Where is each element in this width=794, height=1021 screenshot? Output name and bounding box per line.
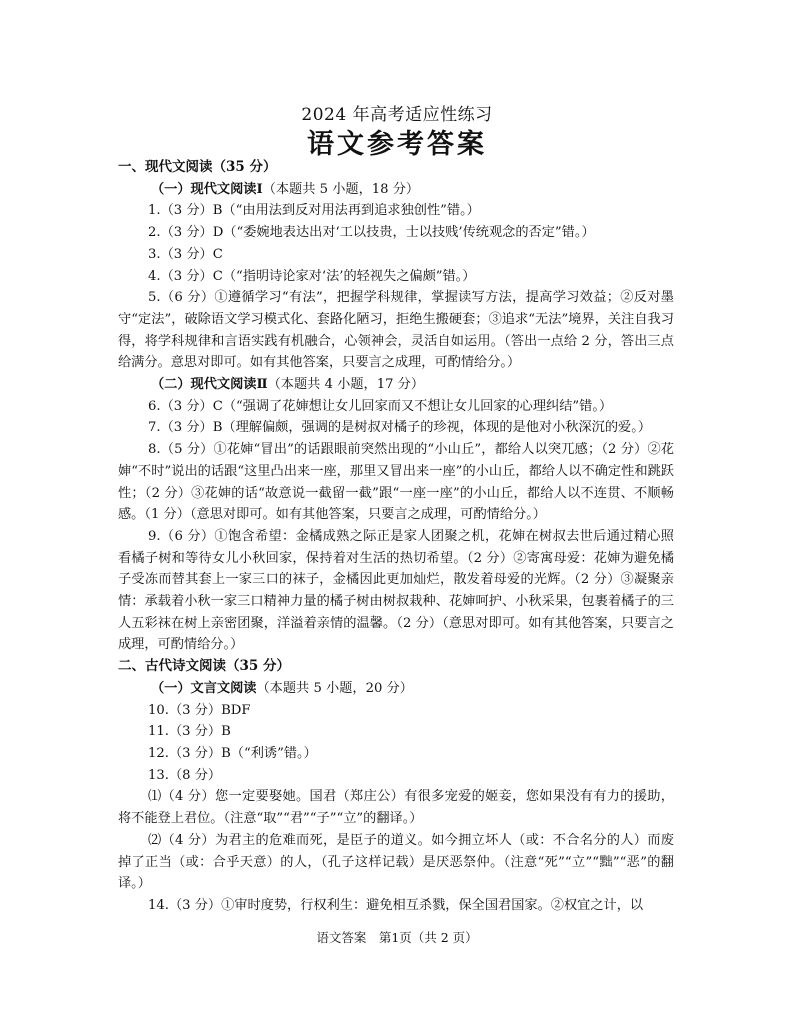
exam-subtitle: 2024 年高考适应性练习 [301,105,493,125]
answer-item-6: 6.（3 分）C（“强调了花婶想让女儿回家而又不想让女儿回家的心理纠结”错。） [148,398,613,414]
section-heading-modern-reading: 一、现代文阅读（35 分） [118,159,277,175]
answer-item-13-2: ⑵（4 分）为君主的危难而死，是臣子的道义。如今拥立坏人（或：不合名分的人）而废掉了正当（或：合乎天意）的人，（孔子这样记载）是厌恶祭仲。（注意“死”“立”“黜”“恶”的翻译。） [118,832,674,892]
answer-item-5: 5.（6 分）①遵循学习“有法”，把握学科规律，掌握读写方法，提高学习效益；②反对墨守“定法”，破除语文学习模式化、套路化陋习，拒绝生搬硬套；③追求“无法”境界，关注自我习得，将学科规律和言语实践有机融合，心领神会，灵活自如运用。（答出一点给 2 分，答出三点给满分。意思对即可。如有其他答案，只要言之成理，可酌情给分。） [118,290,674,371]
subsection-note: （本题共 4 小题，17 分） [267,377,425,393]
subsection-title: （一）现代文阅读Ⅰ [151,181,263,197]
answer-item-10: 10.（3 分）BDF [148,702,251,718]
subsection-heading-modern-reading-2 [118,374,674,396]
subsection-note: （本题共 5 小题，20 分） [256,680,413,696]
subsection-heading-modern-reading-1 [118,179,674,201]
answer-item-14: 14.（3 分）①审时度势，行权利生：避免相互杀戮，保全国君国家。②权宜之计，以 [148,897,644,913]
answer-item-1: 1.（3 分）B（“由用法到反对用法再到追求独创性”错。） [148,203,480,219]
subsection-title: （一）文言文阅读 [151,680,257,696]
answer-item-11: 11.（3 分）B [148,724,231,740]
answer-item-3: 3.（3 分）C [148,246,223,262]
answer-item-12: 12.（3 分）B（“利诱”错。） [148,745,317,761]
subsection-note: （本题共 5 小题，18 分） [262,181,420,197]
answer-item-13-1: ⑴（4 分）您一定要娶她。国君（郑庄公）有很多宠爱的姬妾，您如果没有有力的援助，将不能登上君位。（注意“取”“君”“子”“立”的翻译。） [118,789,674,827]
subsection-title: （二）现代文阅读Ⅱ [151,377,268,393]
answer-item-8: 8.（5 分）①花婶“冒出”的话跟眼前突然出现的“小山丘”，都给人以突兀感；（2 分）②花婶“不时”说出的话跟“这里凸出来一座，那里又冒出来一座”的小山丘，都给人以不确定性和跳跃性；（2 分）③花婶的话“故意说一截留一截”跟“一座一座”的小山丘，都给人以不连贯、不顺畅感。（1 分）（意思对即可。如有其他答案，只要言之成理，可酌情给分。） [118,442,674,523]
page-footer: 语文答案 第1页（共 2 页） [316,930,478,945]
answer-item-9: 9.（6 分）①饱含希望：金橘成熟之际正是家人团聚之机，花婶在树叔去世后通过精心照看橘子树和等待女儿小秋回家，保持着对生活的热切希望。（2 分）②寄寓母爱：花婶为避免橘子受冻而替其套上一家三口的袜子，金橘因此更加灿烂，散发着母爱的光辉。（2 分）③凝聚亲情：承载着小秋一家三口精神力量的橘子树由树叔栽种、花婶呵护、小秋采果，包裹着橘子的三人五彩袜在树上亲密团聚，洋溢着亲情的温馨。（2 分）（意思对即可。如有其他答案，只要言之成理，可酌情给分。） [118,528,674,653]
answer-item-7: 7.（3 分）B（理解偏颇，强调的是树叔对橘子的珍视，体现的是他对小秋深沉的爱。） [148,420,652,436]
page-title: 语文参考答案 [307,129,487,160]
answer-content [118,157,674,917]
answer-item-2: 2.（3 分）D（“委婉地表达出对‘工以技贵，士以技贱’传统观念的否定”错。） [148,225,595,241]
answer-item-13: 13.（8 分） [148,767,222,783]
section-heading-classical-reading: 二、古代诗文阅读（35 分） [118,658,290,675]
subsection-heading-classical-prose [118,678,674,700]
answer-item-4: 4.（3 分）C（“指明诗论家对‘法’的轻视失之偏颇”错。） [148,268,476,284]
